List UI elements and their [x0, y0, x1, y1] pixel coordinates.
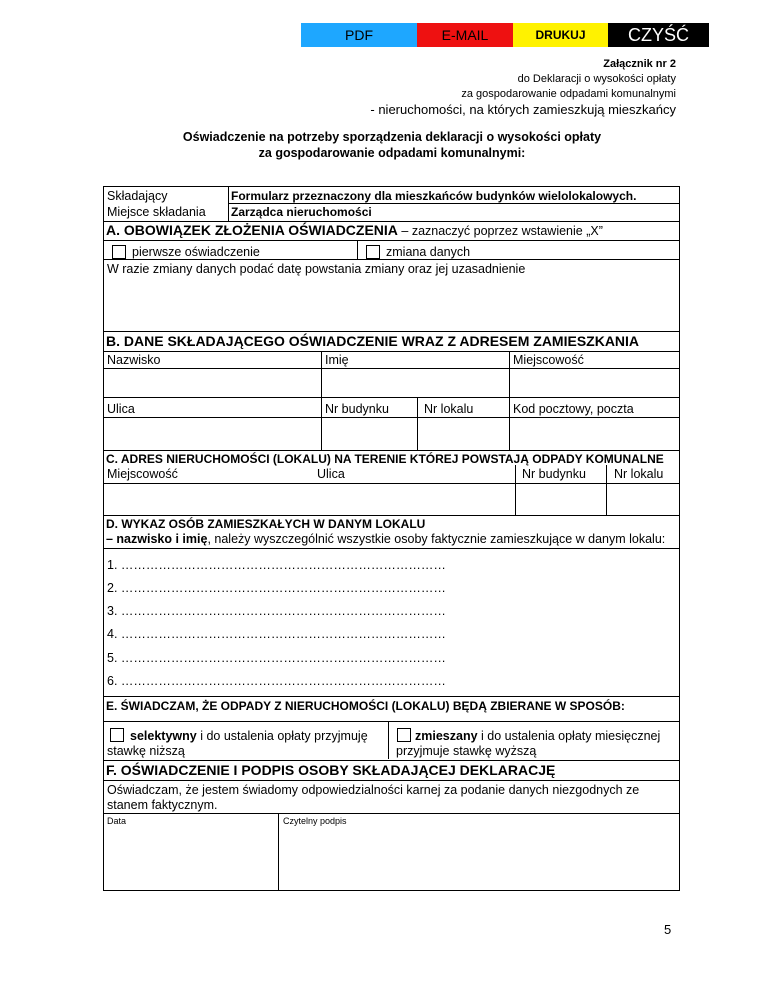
b-row-line-1 [104, 397, 679, 398]
street-label: Ulica [107, 402, 135, 416]
document-title-line-1: Oświadczenie na potrzeby sporządzenia deklaracji o wysokości opłaty [182, 130, 602, 144]
section-b-top-line [104, 331, 679, 332]
resident-line-5[interactable]: 5. …………………………………………………………………… [107, 651, 446, 665]
section-a-note-line [104, 259, 679, 260]
section-f-title: F. OŚWIADCZENIE I PODPIS OSOBY SKŁADAJĄCEJ DEKLARACJĘ [106, 762, 556, 778]
selective-collection-label: selektywny i do ustalenia opłaty przyjmuję [130, 729, 368, 743]
resident-line-6[interactable]: 6. …………………………………………………………………… [107, 674, 446, 688]
section-c-top-line [104, 450, 679, 451]
resident-line-1[interactable]: 1. …………………………………………………………………… [107, 558, 446, 572]
surname-label: Nazwisko [107, 353, 161, 367]
header-row-line [228, 203, 679, 204]
selective-collection-checkbox[interactable] [110, 728, 124, 742]
building-number-field[interactable] [322, 418, 417, 450]
date-field[interactable] [104, 827, 278, 891]
apartment-number-label: Nr lokalu [424, 402, 474, 416]
submitter-value: Formularz przeznaczony dla mieszkańców budynków wielolokalowych. [231, 189, 637, 203]
surname-field[interactable] [104, 369, 321, 397]
submitter-label: Składający [107, 189, 168, 203]
section-b-header-line [104, 351, 679, 352]
section-a-option-line-right [354, 240, 679, 241]
section-f-top-line [104, 760, 679, 761]
postal-code-field[interactable] [510, 418, 680, 450]
declaration-form [103, 186, 680, 891]
liability-statement-2: stanem faktycznym. [107, 798, 218, 812]
section-c-title: C. ADRES NIERUCHOMOŚCI (LOKALU) NA TERENIE KTÓREJ POWSTAJĄ ODPADY KOMUNALNE [106, 452, 664, 466]
property-apartment-field[interactable] [607, 484, 680, 515]
pdf-button[interactable]: PDF [301, 23, 417, 47]
document-title-line-2: za gospodarowanie odpadami komunalnymi: [258, 146, 526, 160]
date-label: Data [107, 816, 127, 826]
postal-code-label: Kod pocztowy, poczta [513, 402, 634, 416]
section-e-title: E. ŚWIADCZAM, ŻE ODPADY Z NIERUCHOMOŚCI (LOKALU) BĘDĄ ZBIERANE W SPOSÓB: [106, 699, 625, 713]
property-building-field[interactable] [516, 484, 606, 515]
attachment-number: Załącznik nr 2 [603, 58, 676, 70]
resident-line-4[interactable]: 4. …………………………………………………………………… [107, 627, 446, 641]
resident-line-3[interactable]: 3. …………………………………………………………………… [107, 604, 446, 618]
data-change-label: zmiana danych [386, 245, 471, 259]
attachment-line-3: za gospodarowanie odpadami komunalnymi [461, 88, 676, 100]
place-label: Miejsce składania [107, 205, 206, 219]
city-label: Miejscowość [513, 353, 584, 367]
apartment-number-field[interactable] [418, 418, 509, 450]
mixed-collection-checkbox[interactable] [397, 728, 411, 742]
f-signature-top-line [104, 813, 679, 814]
first-name-label: Imię [325, 353, 349, 367]
first-declaration-checkbox[interactable] [112, 245, 126, 259]
section-d-top-line [104, 515, 679, 516]
section-d-subtitle: – nazwisko i imię, należy wyszczególnić wszystkie osoby faktycznie zamieszkujące w danym lokalu: [106, 532, 666, 546]
clear-button[interactable]: CZYŚĆ [608, 23, 709, 47]
property-apartment-label: Nr lokalu [614, 467, 664, 481]
mixed-collection-label: zmieszany i do ustalenia opłaty miesięcznej [415, 729, 661, 743]
property-street-label: Ulica [317, 467, 345, 481]
first-name-field[interactable] [322, 369, 509, 397]
f-title-line [104, 780, 679, 781]
property-city-label: Miejscowość [107, 467, 178, 481]
page-number: 5 [664, 922, 672, 937]
property-building-label: Nr budynku [522, 467, 586, 481]
section-e-top-line [104, 696, 679, 697]
section-b-title: B. DANE SKŁADAJĄCEGO OŚWIADCZENIE WRAZ Z ADRESEM ZAMIESZKANIA [106, 333, 640, 349]
email-button[interactable]: E-MAIL [417, 23, 513, 47]
street-field[interactable] [104, 418, 321, 450]
selective-collection-label-2: stawkę niższą [107, 744, 185, 758]
section-a-option-line [104, 240, 377, 241]
header-divider [228, 187, 229, 221]
property-address-field[interactable] [104, 484, 515, 515]
liability-statement: Oświadczam, że jestem świadomy odpowiedzialności karnej za podanie danych niezgodnych ze [107, 783, 640, 797]
mixed-collection-label-2: przyjmuje stawkę wyższą [396, 744, 537, 758]
attachment-line-4: - nieruchomości, na których zamieszkują mieszkańcy [370, 102, 676, 117]
building-number-label: Nr budynku [325, 402, 389, 416]
data-change-checkbox[interactable] [366, 245, 380, 259]
place-value: Zarządca nieruchomości [231, 205, 372, 219]
print-button[interactable]: DRUKUJ [513, 23, 608, 47]
attachment-line-2: do Deklaracji o wysokości opłaty [517, 73, 676, 85]
d-list-top-line [104, 548, 679, 549]
section-a-option-divider [357, 240, 358, 259]
e-option-divider [388, 721, 389, 759]
signature-field[interactable] [279, 827, 680, 891]
section-a-title: A. OBOWIĄZEK ZŁOŻENIA OŚWIADCZENIA – zaznaczyć poprzez wstawienie „X” [106, 222, 603, 238]
change-note: W razie zmiany danych podać datę powstania zmiany oraz jej uzasadnienie [107, 262, 526, 276]
signature-label: Czytelny podpis [283, 816, 347, 826]
city-field[interactable] [510, 369, 680, 397]
first-declaration-label: pierwsze oświadczenie [132, 245, 260, 259]
section-d-title: D. WYKAZ OSÓB ZAMIESZKAŁYCH W DANYM LOKALU [106, 517, 426, 531]
resident-line-2[interactable]: 2. …………………………………………………………………… [107, 581, 446, 595]
e-options-top-line [104, 721, 679, 722]
